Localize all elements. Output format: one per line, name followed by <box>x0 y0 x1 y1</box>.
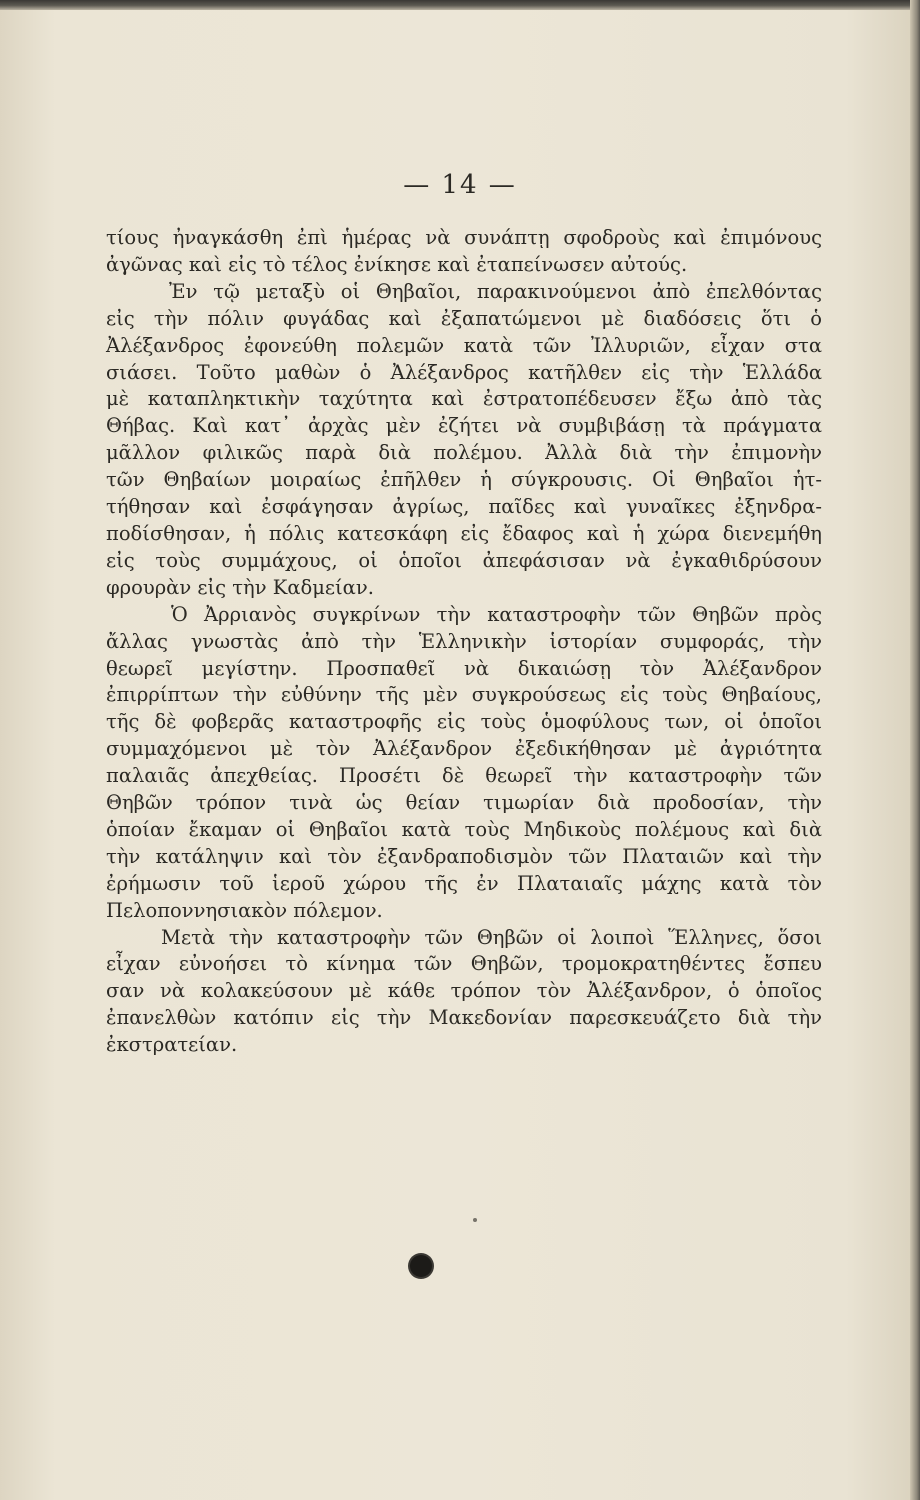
text-line: ἐπανελθὼν κατόπιν εἰς τὴν Μακεδονίαν παρεσκευάζετο διὰ τὴν <box>106 1006 822 1030</box>
text-line: ποδίσθησαν, ἡ πόλις κατεσκάφη εἰς ἔδαφος καὶ ἡ χώρα διενεμήθη <box>106 521 822 545</box>
text-line: τῶν Θηβαίων μοιραίως ἐπῆλθεν ἡ σύγκρουσις. Οἱ Θηβαῖοι ἡτ- <box>106 468 822 492</box>
text-line: εἰς τὴν πόλιν φυγάδας καὶ ἐξαπατώμενοι μὲ διαδόσεις ὅτι ὁ <box>106 306 822 330</box>
text-line: Ἀλέξανδρος ἐφονεύθη πολεμῶν κατὰ τῶν Ἰλλυριῶν, εἶχαν στα <box>106 333 822 357</box>
text-line: Ὁ Ἀρριανὸς συγκρίνων τὴν καταστροφὴν τῶν Θηβῶν πρὸς <box>106 602 822 626</box>
text-line: Μετὰ τὴν καταστροφὴν τῶν Θηβῶν οἱ λοιποὶ Ἕλληνες, ὅσοι <box>106 925 822 949</box>
text-line: μᾶλλον φιλικῶς παρὰ διὰ πολέμου. Ἀλλὰ διὰ τὴν ἐπιμονὴν <box>106 441 822 465</box>
text-line: ἐκστρατείαν. <box>106 1033 238 1057</box>
page-number: — 14 — <box>403 170 517 200</box>
text-line: ἄλλας γνωστὰς ἀπὸ τὴν Ἑλληνικὴν ἱστορίαν συμφοράς, τὴν <box>106 629 822 653</box>
text-line: φρουρὰν εἰς τὴν Καδμείαν. <box>106 575 374 599</box>
text-line: ἐπιρρίπτων τὴν εὐθύνην τῆς μὲν συγκρούσεως εἰς τοὺς Θηβαίους, <box>106 683 822 707</box>
text-line: Πελοποννησιακὸν πόλεμον. <box>106 898 383 922</box>
text-line: εἰς τοὺς συμμάχους, οἱ ὁποῖοι ἀπεφάσισαν νὰ ἐγκαθιδρύσουν <box>106 548 822 572</box>
ink-speck <box>473 1218 477 1222</box>
text-line: ἀγῶνας καὶ εἰς τὸ τέλος ἐνίκησε καὶ ἐταπείνωσεν αὐτούς. <box>106 252 688 276</box>
text-line: συμμαχόμενοι μὲ τὸν Ἀλέξανδρον ἐξεδικήθησαν μὲ ἀγριότητα <box>106 737 822 761</box>
text-line: τὴν κατάληψιν καὶ τὸν ἐξανδραποδισμὸν τῶν Πλαταιῶν καὶ τὴν <box>106 844 822 868</box>
text-line: τήθησαν καὶ ἐσφάγησαν ἀγρίως, παῖδες καὶ γυναῖκες ἐξηνδρα- <box>106 495 822 519</box>
text-line: ἐρήμωσιν τοῦ ἱεροῦ χώρου τῆς ἐν Πλαταιαῖς μάχης κατὰ τὸν <box>106 871 822 895</box>
text-line: εἶχαν εὐνοήσει τὸ κίνημα τῶν Θηβῶν, τρομοκρατηθέντες ἔσπευ <box>106 952 822 976</box>
ornament-dot-icon <box>410 1255 432 1277</box>
text-line: τῆς δὲ φοβερᾶς καταστροφῆς εἰς τοὺς ὁμοφύλους των, οἱ ὁποῖοι <box>106 710 822 734</box>
page-top-edge <box>0 0 920 10</box>
text-line: σαν νὰ κολακεύσουν μὲ κάθε τρόπον τὸν Ἀλέξανδρον, ὁ ὁποῖος <box>106 979 822 1003</box>
text-line: σιάσει. Τοῦτο μαθὼν ὁ Ἀλέξανδρος κατῆλθεν εἰς τὴν Ἑλλάδα <box>106 360 822 384</box>
text-line: Θηβῶν τρόπον τινὰ ὡς θείαν τιμωρίαν διὰ προδοσίαν, τὴν <box>106 791 822 815</box>
text-line: παλαιᾶς ἀπεχθείας. Προσέτι δὲ θεωρεῖ τὴν καταστροφὴν τῶν <box>106 764 822 788</box>
body-text <box>106 225 822 1059</box>
page-binding-edge <box>910 0 920 1500</box>
text-line: τίους ἠναγκάσθη ἐπὶ ἡμέρας νὰ συνάπτῃ σφοδροὺς καὶ ἐπιμόνους <box>106 226 822 249</box>
text-line: Θήβας. Καὶ κατ᾿ ἀρχὰς μὲν ἐζήτει νὰ συμβιβάσῃ τὰ πράγματα <box>106 414 822 438</box>
text-line: Ἐν τῷ μεταξὺ οἱ Θηβαῖοι, παρακινούμενοι ἀπὸ ἐπελθόντας <box>106 279 822 303</box>
text-line: ὁποίαν ἔκαμαν οἱ Θηβαῖοι κατὰ τοὺς Μηδικοὺς πολέμους καὶ διὰ <box>106 817 822 841</box>
text-line: θεωρεῖ μεγίστην. Προσπαθεῖ νὰ δικαιώσῃ τὸν Ἀλέξανδρον <box>106 656 822 680</box>
text-line: μὲ καταπληκτικὴν ταχύτητα καὶ ἐστρατοπέδευσεν ἔξω ἀπὸ τὰς <box>106 387 822 411</box>
